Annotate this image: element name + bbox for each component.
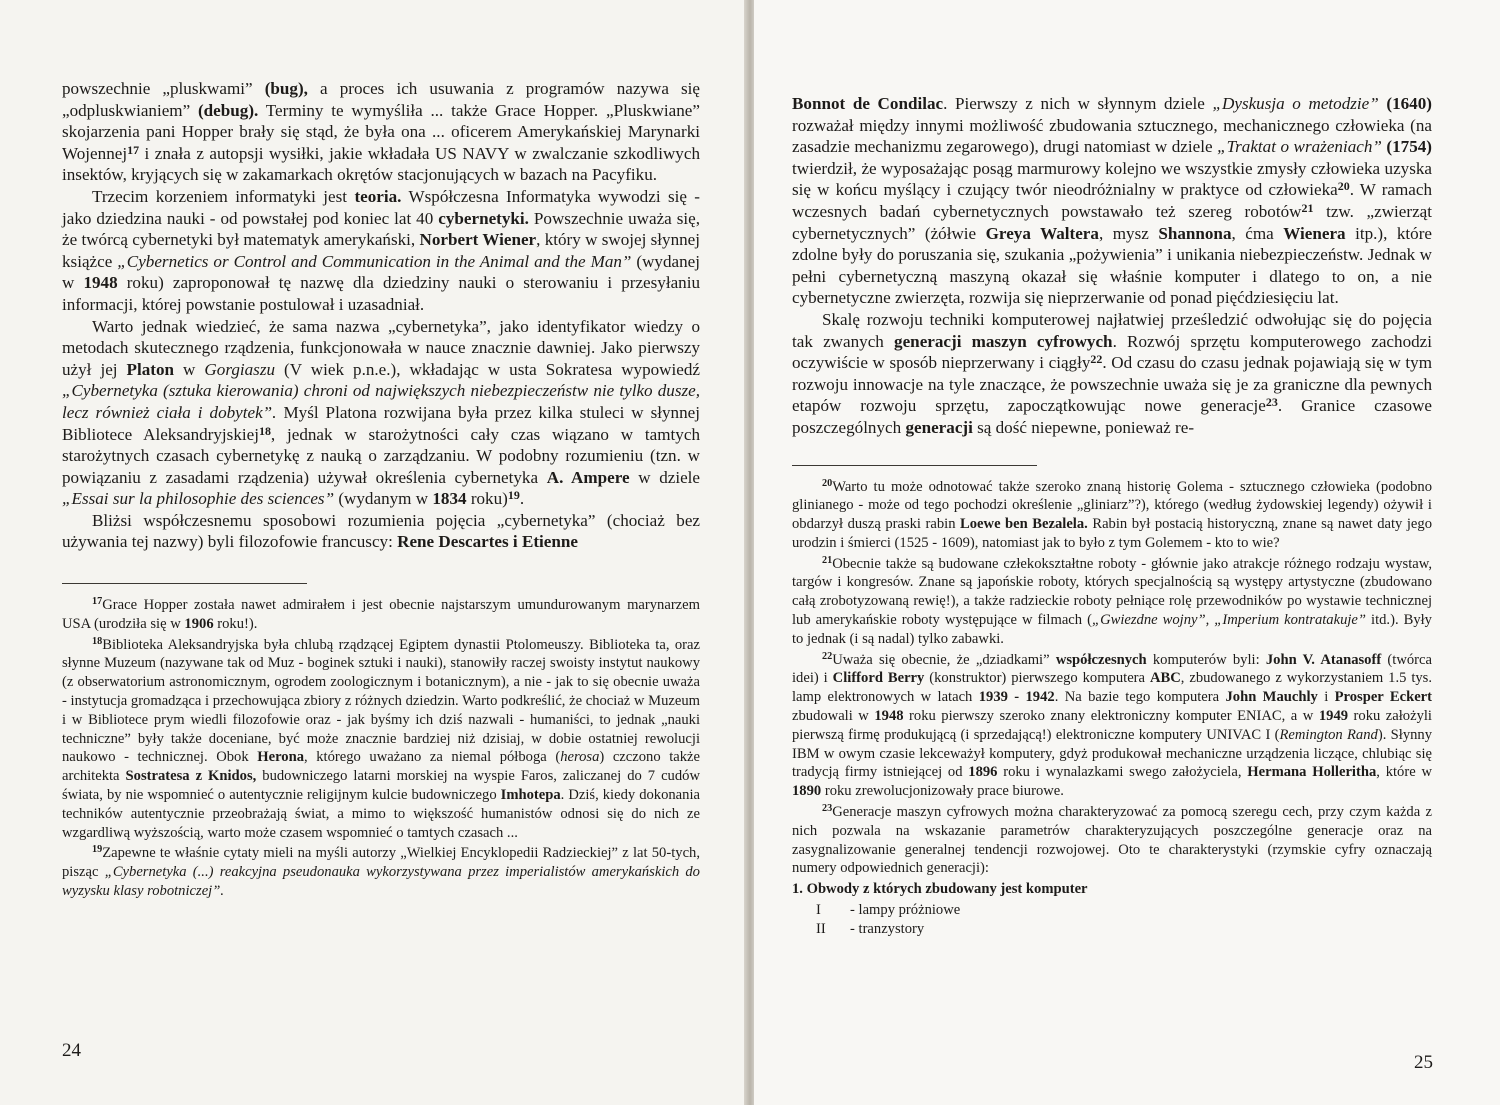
text-run: 1948 — [874, 708, 904, 725]
text-run: Warto tu może odnotować także szeroko znaną historię Golema - sztucznego człowieka (podobno glinianego - może od tego pochodzi określenie „gliniarz”?), którego (według żydowskiej legendy) ożywił i obdarzył duszą praski rabin — [792, 478, 1432, 533]
text-run: „Cybernetics or Control and Communication in the Animal and the Man” — [117, 251, 632, 271]
page-number-right: 25 — [1414, 1052, 1433, 1073]
footnote-ref: 19 — [92, 844, 103, 856]
footnote-ref: 21 — [822, 554, 833, 566]
list-item-number: I — [816, 902, 821, 919]
text-run: 1949 — [1318, 708, 1349, 725]
paragraph — [62, 186, 700, 316]
text-run: John Mauchly — [1225, 689, 1318, 706]
text-run: twierdził, że wyposażając posąg marmurowy kolejno we wszystkie zmysły człowieka uzyska się w końcu myślący i czujący twór nieodróżnialny w praktyce od człowieka — [792, 158, 1432, 200]
list-item — [792, 901, 1432, 920]
text-run: , ćma — [1231, 223, 1284, 243]
text-run: „Cybernetyka (sztuka kierowania) chroni od największych niebezpieczeństw nie tylko dusze, lecz również ciała i dobytek”. — [62, 381, 700, 422]
text-run: 1948 — [83, 273, 118, 293]
text-run: generacji — [905, 417, 973, 437]
text-run: roku pierwszy szeroko znany elektroniczny komputer ENIAC, a w — [903, 708, 1319, 725]
left-page — [0, 0, 746, 1105]
generation-list — [792, 880, 1432, 938]
text-run: (V wiek p.n.e.), wkładając w usta Sokratesa wypowiedź — [275, 359, 700, 379]
text-run: (wydanym w — [334, 489, 433, 509]
text-run: i — [1317, 689, 1335, 706]
text-run: . Od czasu do czasu jednak pojawiają się w tym rozwoju innowacje na tyle znaczące, że powszechnie uważa się je za graniczne dla pewnych etapów rozwoju sprzętu, zapoczątkowując nowe generacje — [792, 353, 1433, 416]
text-run: współczesnych — [1055, 651, 1147, 668]
text-run: 1896 — [968, 764, 998, 781]
text-run: Trzecim korzeniem informatyki jest — [92, 186, 355, 206]
text-run: Terminy te wymyśliła ... także Grace Hopper. „Pluskwiane” skojarzenia pani Hopper brały się stąd, że była ona ... oficerem Amerykańskiej Marynarki Wojennej — [62, 100, 700, 163]
text-run: Gorgiaszu — [204, 359, 276, 379]
paragraph — [62, 636, 700, 843]
text-run: . Rozwój sprzętu komputerowego zachodzi oczywiście w sposób nieprzerwany i ciągły — [792, 331, 1433, 373]
text-run: „Traktat o wrażeniach” — [1217, 137, 1382, 157]
text-run: są dość niepewne, ponieważ re- — [972, 417, 1195, 437]
text-run: itp.), które zdolne były do poruszania się, szukania „pożywienia” i unikania niebezpieczeństw. Jednak w pełni cybernetyczną maszyną okazał się właśnie komputer i dlatego to on, a nie cybernetyczne zwierzęta, rozwija się nieprzerwanie od ponad pięćdziesięciu lat. — [792, 223, 1433, 308]
left-footnotes — [62, 596, 700, 901]
footnote-ref: 23 — [822, 803, 833, 815]
list-item-text: - tranzystory — [850, 920, 925, 937]
footnote-ref: 17 — [127, 142, 140, 157]
text-run: Rabin był postacią historyczną, znane są nawet daty jego urodzin i śmierci (1525 - 1609), natomiast jak to było z tym Golemem - kto to wie? — [792, 516, 1432, 551]
text-run: Uważa się obecnie, że „dziadkami” — [832, 651, 1056, 668]
text-run: Platon — [126, 359, 175, 379]
text-run: „Essai sur la philosophie des sciences” — [62, 489, 335, 509]
text-run: „Dyskusja o metodzie” — [1212, 94, 1379, 113]
text-run: Sostratesa z Knidos, — [125, 768, 257, 785]
text-run: . Dziś, kiedy dokonania techników autentycznie przeobrażają świat, a mimo to większość humanistów odnosi się do nich ze wzgardliwą wyższością, warto może czasem wspomnieć o tamtych czasach ... — [62, 787, 700, 841]
text-run: w — [174, 359, 205, 379]
text-run: (twórca idei) i — [792, 651, 1432, 687]
text-run: roku założyli pierwszą firmę produkującą (i sprzedającą!) elektroniczne komputery UNIVAC I ( — [792, 708, 1432, 743]
text-run: . — [519, 489, 525, 509]
text-run: Skalę rozwoju techniki komputerowej najłatwiej prześledzić odwołując się do pojęcia tak zwanych — [792, 309, 1432, 351]
text-run: a proces ich usuwania z programów nazywa się „odpluskwianiem” — [62, 79, 701, 120]
text-run: tzw. „zwierząt cybernetycznych” (żółwie — [792, 201, 1432, 243]
text-run: w dziele — [629, 467, 700, 487]
text-run: Współczesna Informatyka wywodzi się - jako dziedzina nauki - od powstałej pod koniec lat 40 — [62, 186, 700, 228]
text-run: „Cybernetyka (...) reakcyjna pseudonauka wykorzystywana przez imperialistów amerykańskich do wyzysku klasy robotniczej”. — [62, 864, 700, 900]
footnote-separator — [62, 583, 307, 584]
list-title: 1. Obwody z których zbudowany jest komputer — [792, 881, 1088, 898]
text-run: Shannona — [1158, 223, 1232, 243]
text-run: A. Ampere — [546, 467, 630, 487]
paragraph — [792, 555, 1432, 649]
text-run: Prosper Eckert — [1334, 689, 1433, 706]
text-run: , które w — [1376, 764, 1432, 781]
text-run: , którego uważano za niemal półboga ( — [304, 749, 561, 766]
paragraph — [792, 478, 1432, 553]
text-run: Zapewne te właśnie cytaty mieli na myśli autorzy „Wielkiej Encyklopedii Radzieckiej” z lat 50-tych, pisząc — [62, 845, 700, 881]
text-run: 1939 - 1942 — [978, 689, 1055, 706]
right-footnotes — [792, 478, 1432, 879]
text-run: generacji maszyn cyfrowych — [894, 331, 1113, 351]
text-run: Powszechnie uważa się, że twórcą cybernetyki był matematyk amerykański, — [62, 208, 700, 250]
text-run: Obecnie także są budowane człekokształtne roboty - głównie jako atrakcje różnego rodzaju wystaw, targów i kongresów. Znane są japońskie roboty, których specjalnością są występy artystyczne (zbudowano całą zrobotyzowaną rewię!), a także radzieckie roboty pełniące rolę przewodników po wystawie technicznej lub amerykańskie roboty występujące w filmach ( — [792, 555, 1432, 629]
text-run: herosa — [560, 749, 600, 766]
text-run: ) czczono także architekta — [62, 749, 700, 785]
text-run: roku) — [466, 489, 508, 509]
list-item-text: - lampy próżniowe — [850, 902, 961, 919]
text-run: rozważał między innymi możliwość zbudowania sztucznego, mechanicznego człowieka (na zasadzie mechanizmu zegarowego), drugi natomiast w dziele — [792, 115, 1432, 157]
text-run: 1890 — [792, 783, 822, 800]
text-run: budowniczego latarni morskiej na wyspie Faros, zaliczanej do 7 cudów świata, by nie wspomnieć o autentycznie religijnym kulcie budowniczego — [62, 768, 700, 804]
text-run: Rene Descartes i Etienne — [397, 532, 578, 552]
paragraph — [792, 93, 1432, 309]
text-run: (bug), — [264, 79, 308, 98]
text-run: , mysz — [1098, 223, 1159, 243]
text-run: . W ramach wczesnych badań cybernetycznych powstawało też szereg robotów — [792, 180, 1433, 221]
paragraph — [792, 803, 1432, 878]
text-run: John V. Atanasoff — [1265, 651, 1382, 668]
text-run: Clifford Berry — [832, 670, 925, 687]
footnote-ref: 19 — [507, 488, 520, 503]
text-run: komputerów byli: — [1146, 651, 1266, 668]
paragraph — [792, 309, 1432, 439]
text-run: Grace Hopper została nawet admirałem i jest obecnie najstarszym umundurowanym marynarzem USA (urodziła się w — [62, 597, 700, 632]
text-run: Biblioteka Aleksandryjska była chlubą rządzącej Egiptem dynastii Ptolomeuszy. Biblioteka ta, oraz słynne Muzeum (nazywane tak od Muz - boginek sztuki i nauki), stanowiły raczej swoisty instytut naukowy (z obserwatorium astronomicznym, ogrodem zoologicznym i botanicznym), a nie - jak to się obecnie uważa - instytucja gromadząca i przechowująca zbiory z różnych dziedzin. Warto podkreślić, że chociaż w Muzeum i w Bibliotece prym wiedli filozofowie oraz - jak byśmy ich dziś nazwali - humaniści, to jednak „nauki techniczne” były także doceniane, być może znacznie bardziej niż dzisiaj, w dobie ostatniej rewolucji naukowo - technicznej. Obok — [62, 636, 700, 766]
text-run: (1640) — [1386, 94, 1432, 113]
list-item-number: II — [816, 920, 826, 937]
text-run: Warto jednak wiedzieć, że sama nazwa „cybernetyka”, jako identyfikator wiedzy o metodach skutecznego rządzenia, funkcjonowała w nauce znacznie dawniej. Jako pierwszy użył jej — [62, 316, 700, 379]
text-run: . Na bazie tego komputera — [1054, 689, 1226, 706]
text-run: . Pierwszy z nich w słynnym dziele — [943, 94, 1213, 113]
footnote-ref: 18 — [92, 635, 103, 647]
text-run: Remington Rand — [1279, 726, 1378, 743]
text-run: Loewe ben Bezalela. — [960, 516, 1088, 533]
footnote-ref: 22 — [1090, 352, 1103, 367]
text-run: teoria. — [354, 186, 402, 206]
text-run: i znała z autopsji wysiłki, jakie wkładała US NAVY w zwalczanie szkodliwych insektów, kryjących się w zakamarkach okrętów stacjonujących w bazach na Pacyfiku. — [62, 143, 700, 185]
footnote-ref: 23 — [1265, 395, 1278, 410]
paragraph — [62, 316, 700, 510]
footnote-ref: 18 — [258, 423, 271, 438]
text-run: Bonnot de Condilac — [792, 94, 944, 113]
left-body-text — [62, 78, 700, 553]
paragraph — [62, 844, 700, 900]
paragraph — [62, 596, 700, 634]
footnote-ref: 17 — [92, 596, 103, 608]
text-run: cybernetyki. — [438, 208, 529, 228]
text-run: , zbudowanego z wykorzystaniem 1.5 tys. lamp elektronowych w latach — [792, 670, 1433, 706]
text-run: itd.). Były to jednak (i są nadal) tylko zabawki. — [792, 612, 1432, 647]
text-run: roku!). — [213, 615, 258, 632]
text-run: roku zrewolucjonizowały prace biurowe. — [821, 783, 1064, 800]
text-run: Bliżsi współczesnemu sposobowi rozumienia pojęcia „cybernetyka” (chociaż bez używania tej nazwy) byli filozofowie francuscy: — [62, 510, 700, 552]
text-run: Hermana Holleritha — [1247, 764, 1377, 781]
footnote-ref: 20 — [1337, 179, 1350, 194]
footnote-ref: 22 — [822, 650, 833, 662]
text-run: Wienera — [1283, 223, 1346, 243]
footnote-separator — [792, 465, 1037, 466]
text-run: Greya Waltera — [985, 223, 1099, 243]
text-run: , jednak w starożytności cały czas wiązano w tamtych starożytnych czasach cybernetykę z nauką o zarządzaniu. W podobny rozumieniu (tzn. w powiązaniu z zasadami rządzenia) używał określenia cybernetyka — [62, 424, 700, 487]
paragraph — [792, 651, 1432, 801]
text-run: 1834 — [432, 489, 467, 509]
text-run: Norbert Wiener — [419, 230, 537, 250]
text-run: roku i wynalazkami swego założyciela, — [997, 764, 1248, 781]
text-run: , który w swojej słynnej książce — [62, 230, 700, 271]
paragraph — [62, 78, 700, 186]
text-run: (1754) — [1386, 137, 1432, 157]
text-run: Myśl Platona rozwijana była przez kilka stuleci w słynnej Bibliotece Aleksandryjskiej — [62, 402, 700, 444]
text-run: . Granice czasowe poszczególnych — [792, 396, 1432, 437]
text-run: „Gwiezdne wojny”, „Imperium kontratakuje” — [1091, 612, 1367, 629]
page-number-left: 24 — [62, 1040, 81, 1061]
list-item — [792, 920, 1432, 939]
text-run: 1906 — [184, 615, 214, 632]
footnote-ref: 20 — [822, 477, 833, 489]
text-run: ). Słynny IBM w owym czasie lekceważył komputery, gdyż produkował mechaniczne urządzenia liczące, chlubiąc się tradycją firmy istniejącej od — [792, 726, 1433, 781]
text-run: powszechnie „pluskwami” — [62, 79, 265, 98]
right-page — [754, 0, 1500, 1105]
text-run: (wydanej w — [62, 251, 700, 293]
text-run: (debug). — [197, 100, 259, 120]
text-run: (konstruktor) pierwszego komputera — [924, 670, 1150, 687]
text-run: Herona — [257, 749, 305, 766]
footnote-ref: 21 — [1301, 200, 1314, 215]
text-run: zbudowali w — [792, 708, 875, 725]
right-body-text — [792, 93, 1432, 439]
text-run: Imhotepa — [500, 787, 561, 804]
text-run: Generacje maszyn cyfrowych można charakteryzować za pomocą szeregu cech, przy czym każda z nich pozwala na wskazanie parametrów charakteryzujących poszczególne generacje oraz na zasygnalizowanie generalnej tendencji rozwojowej. Oto te charakterystyki (rzymskie cyfry oznaczają numery odpowiednich generacji): — [792, 804, 1432, 877]
text-run: ABC — [1149, 670, 1181, 687]
text-run: roku) zaproponował tę nazwę dla dziedziny nauki o sterowaniu i przesyłaniu informacji, której powstanie postulował i uzasadniał. — [62, 273, 700, 314]
paragraph — [62, 510, 700, 553]
